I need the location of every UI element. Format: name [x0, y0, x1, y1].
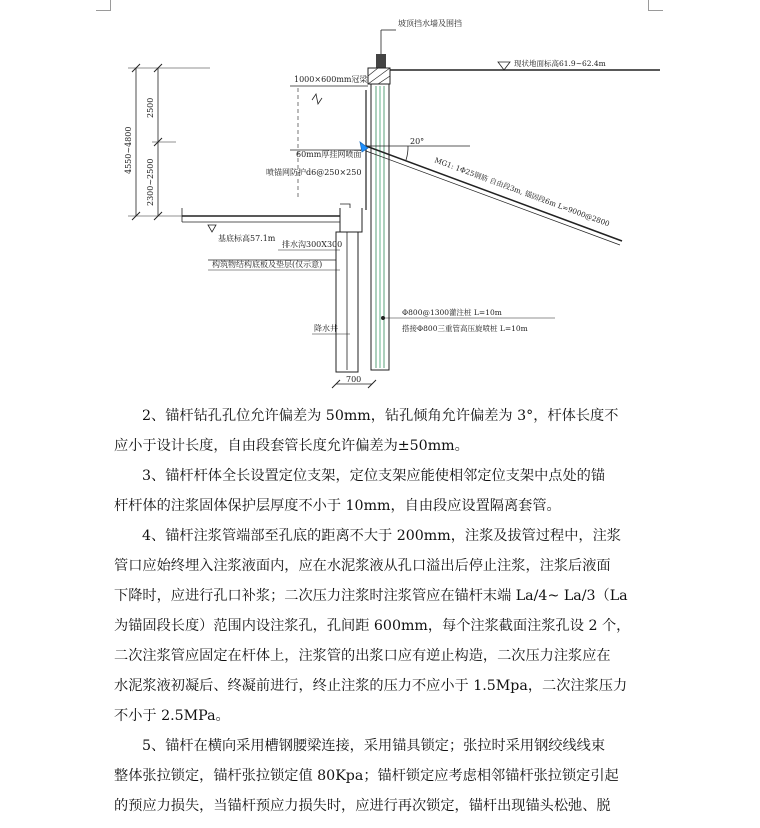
anchor-angle-arc — [406, 146, 408, 160]
label-crown-beam: 1000×600mm冠梁 — [294, 75, 368, 84]
text-line: 3、锚杆杆体全长设置定位支架，定位支架应能使相邻定位支架中点处的锚 — [142, 468, 606, 484]
text-line: 4、锚杆注浆管端部至孔底的距离不大于 200mm，注浆及拔管过程中，注浆 — [142, 528, 621, 544]
label-top-wall: 坡顶挡水墙及围挡 — [398, 19, 462, 28]
text-line: 水泥浆液初凝后、终凝前进行，终止注浆的压力不应小于 1.5Mpa，二次注浆压力 — [114, 678, 628, 694]
label-dewatering-well: 降水井 — [314, 324, 338, 333]
break-mark — [312, 94, 322, 104]
anchor-rod-edge — [366, 151, 620, 245]
text-line: 2、锚杆钻孔孔位允许偏差为 50mm，钻孔倾角允许偏差为 3°，杆体长度不 — [142, 408, 619, 424]
text-line: 应小于设计长度，自由段套管长度允许偏差为±50mm。 — [114, 438, 469, 454]
text-line: 为锚固段长度）范围内设注浆孔，孔间距 600mm，每个注浆截面注浆孔设 2 个， — [114, 618, 631, 634]
section-drawing-svg — [0, 0, 760, 395]
drain-ditch — [340, 208, 362, 232]
section-drawing — [0, 0, 760, 395]
label-bored-pile: Φ800@1300灌注桩 L=10m — [402, 308, 502, 317]
label-dim-top: 2500 — [146, 97, 155, 118]
label-anchor: MG1: 1Φ25钢筋 自由段3m, 锚固段6m L=9000@2800 — [433, 155, 611, 229]
text-line: 下降时，应进行孔口补浆；二次压力注浆时注浆管应在锚杆末端 La/4~ La/3（La — [114, 588, 628, 604]
label-dim-bottom: 2300~2500 — [146, 158, 155, 206]
label-shotcrete: 60mm厚挂网喷面 — [296, 150, 362, 159]
top-retaining-wall — [376, 54, 386, 68]
anchor-rod — [366, 146, 622, 241]
label-jet-grout-pile: 搭接Φ800三重管高压旋喷桩 L=10m — [402, 324, 528, 333]
text-line: 杆杆体的注浆固体保护层厚度不小于 10mm，自由段应设置隔离套管。 — [114, 498, 561, 514]
label-dim-total: 4550~4800 — [124, 126, 133, 174]
text-line: 不小于 2.5MPa。 — [114, 708, 230, 724]
text-line: 管口应始终埋入注浆液面内，应在水泥浆液从孔口溢出后停止注浆，注浆后液面 — [114, 558, 611, 574]
label-mesh: 喷锚网防护d6@250×250 — [266, 168, 362, 177]
ground-elevation-symbol — [498, 62, 510, 70]
text-line: 整体张拉锁定，锚杆张拉锁定值 80Kpa；锚杆锁定应考虑相邻锚杆张拉锁定引起 — [114, 768, 619, 784]
label-drain: 排水沟300X300 — [282, 240, 343, 249]
text-line: 的预应力损失，当锚杆预应力损失时，应进行再次锁定，锚杆出现锚头松弛、脱 — [114, 798, 611, 814]
text-line: 二次注浆管应固定在杆体上，注浆管的出浆口应有逆止构造，二次压力注浆应在 — [114, 648, 611, 664]
label-anchor-angle: 20° — [410, 137, 425, 146]
label-base-elevation: 基底标高57.1m — [218, 234, 276, 243]
specification-text — [114, 401, 660, 821]
label-structure-floor: 构筑物结构底板及垫层(仅示意) — [212, 260, 323, 269]
label-ground-elevation: 现状地面标高61.9~62.4m — [514, 59, 606, 68]
drain-step — [326, 204, 350, 216]
text-line: 5、锚杆在横向采用槽钢腰梁连接，采用锚具锁定；张拉时采用钢绞线线束 — [142, 738, 606, 754]
label-dim-width: 700 — [346, 375, 362, 384]
base-elevation-symbol — [208, 225, 216, 232]
